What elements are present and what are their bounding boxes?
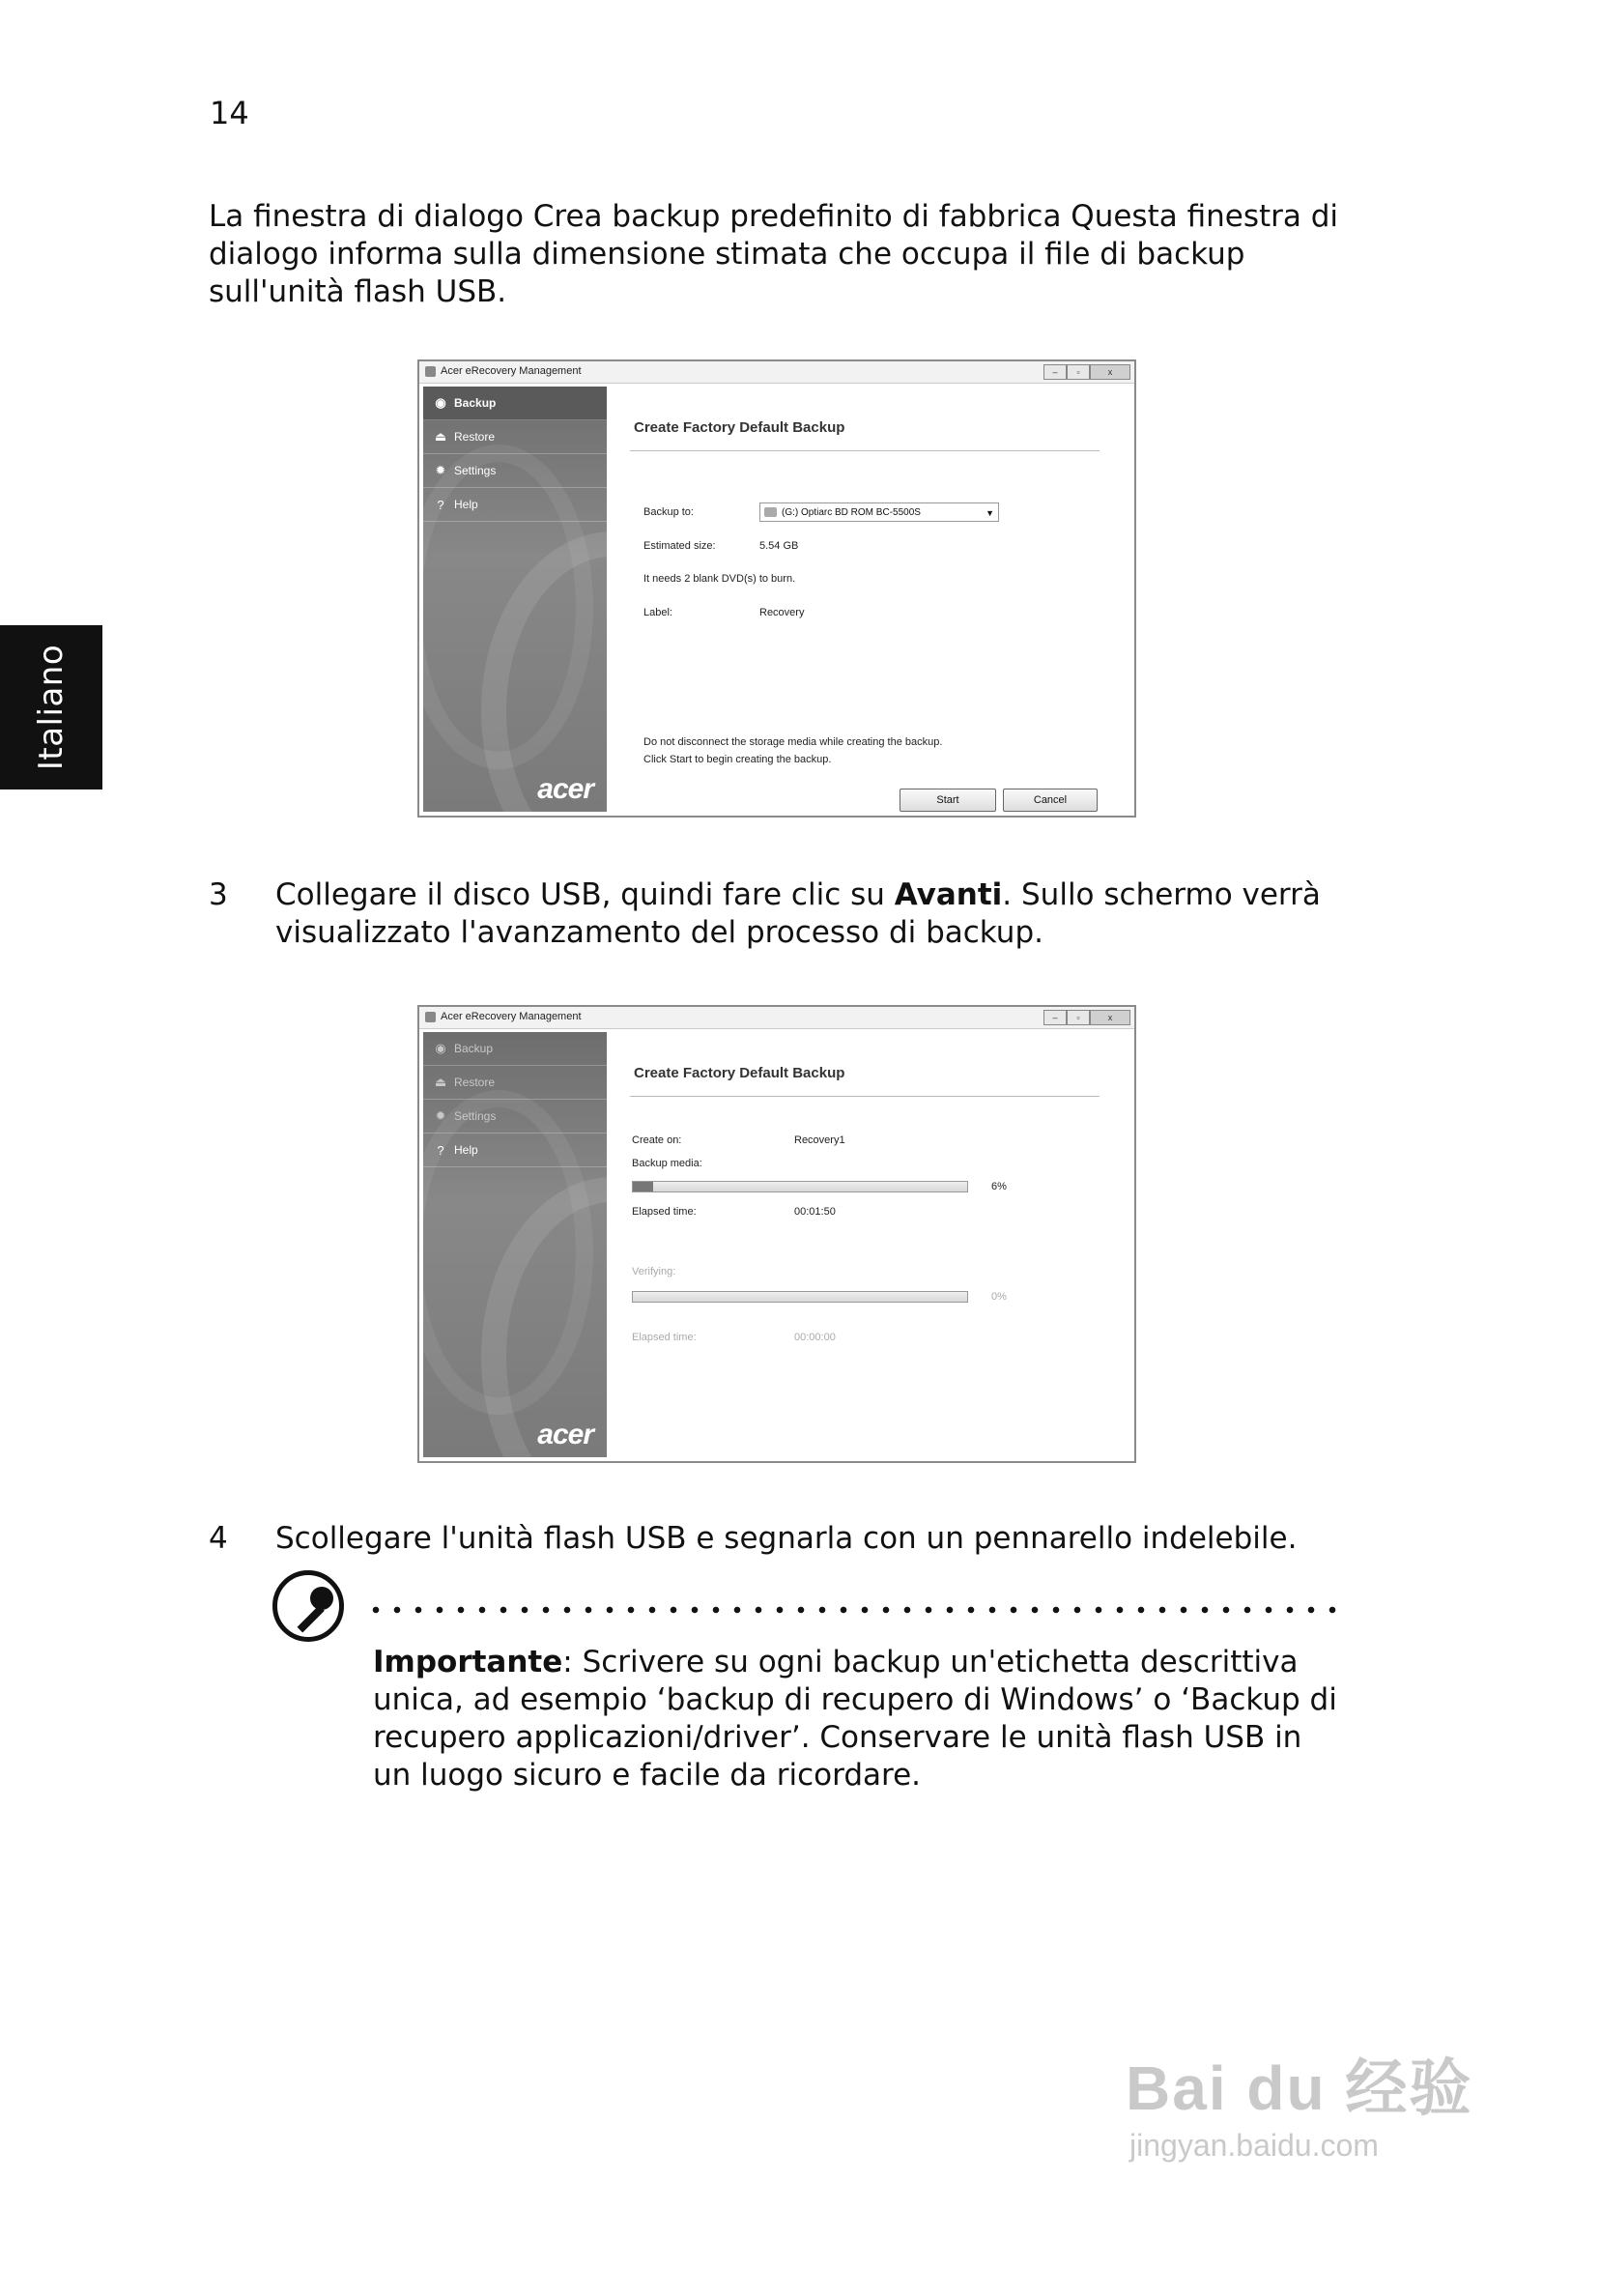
dvd-note: It needs 2 blank DVD(s) to burn. — [643, 573, 796, 585]
note-emphasis: Importante — [373, 1645, 563, 1679]
create-on-label: Create on: — [632, 1134, 682, 1146]
create-on-value: Recovery1 — [794, 1134, 845, 1146]
minimize-button[interactable]: – — [1043, 364, 1067, 380]
title-bar — [419, 1007, 1134, 1029]
restore-icon: ⏏ — [434, 1075, 447, 1089]
backup-progress-bar — [632, 1181, 968, 1192]
page-number: 14 — [210, 95, 249, 131]
window-controls — [1043, 364, 1130, 380]
sidebar-item-label: Help — [454, 498, 478, 511]
window-title: Acer eRecovery Management — [441, 1011, 582, 1022]
window-title: Acer eRecovery Management — [441, 365, 582, 377]
dotted-separator — [365, 1606, 1341, 1614]
backup-media-label: Backup media: — [632, 1158, 702, 1169]
watermark-main: Bai du 经验 — [1126, 2053, 1473, 2123]
elapsed-time-label: Elapsed time: — [632, 1206, 697, 1218]
maximize-button[interactable]: ▫ — [1067, 364, 1090, 380]
gear-icon: ✹ — [435, 463, 446, 477]
content-heading: Create Factory Default Backup — [634, 419, 845, 436]
elapsed-time-value: 00:00:00 — [794, 1332, 836, 1343]
key-icon — [272, 1570, 344, 1642]
sidebar-item-label: Help — [454, 1143, 478, 1157]
sidebar-item-backup[interactable] — [423, 387, 607, 420]
minimize-button[interactable]: – — [1043, 1010, 1067, 1025]
warning-line-2: Click Start to begin creating the backup. — [643, 754, 832, 765]
sidebar-item-help[interactable] — [423, 488, 607, 522]
backup-progress-text: 6% — [991, 1181, 1007, 1192]
verify-progress-text: 0% — [991, 1291, 1007, 1303]
divider — [630, 1096, 1100, 1097]
restore-icon: ⏏ — [434, 429, 447, 444]
label-value: Recovery — [759, 607, 805, 618]
step-3-text-part: Collegare il disco USB, quindi fare clic su — [275, 877, 895, 912]
sidebar — [423, 1032, 607, 1457]
language-tab-label: Italiano — [32, 644, 71, 771]
backup-to-label: Backup to: — [643, 506, 694, 518]
verify-progress-bar — [632, 1291, 968, 1303]
backup-to-value: (G:) Optiarc BD ROM BC-5500S — [782, 507, 921, 518]
acer-logo: acer — [537, 1419, 593, 1450]
note-text: : Scrivere su ogni backup un'etichetta descrittiva unica, ad esempio ‘backup di recupero di Windows’ o ‘Backup di recupero applicazioni/driver’. Conservare le unità flash USB in un luogo sicuro e facile da ricordare. — [373, 1645, 1337, 1793]
backup-progress-fill — [633, 1182, 653, 1191]
sidebar-item-restore[interactable] — [423, 420, 607, 454]
cancel-button[interactable]: Cancel — [1003, 789, 1098, 812]
estimated-size-label: Estimated size: — [643, 540, 716, 552]
sidebar-item-restore[interactable] — [423, 1066, 607, 1100]
content-panel — [607, 1028, 1134, 1461]
language-tab — [0, 625, 102, 789]
chevron-down-icon: ▼ — [986, 508, 994, 518]
window-controls — [1043, 1010, 1130, 1025]
label-label: Label: — [643, 607, 672, 618]
watermark-sub: jingyan.baidu.com — [1129, 2128, 1379, 2163]
backup-progress-screenshot — [417, 1005, 1136, 1463]
sidebar-item-label: Backup — [454, 1042, 494, 1055]
help-icon: ? — [437, 1142, 444, 1158]
watermark — [1126, 2039, 1472, 2164]
app-icon — [425, 366, 436, 377]
sidebar-item-label: Settings — [454, 1109, 497, 1123]
step-3-text-part: . Sullo schermo verrà visualizzato l'avanzamento del processo di backup. — [275, 877, 1321, 950]
close-button[interactable]: x — [1090, 1010, 1130, 1025]
step-number: 4 — [209, 1521, 228, 1556]
key-icon-bow — [310, 1587, 333, 1610]
drive-icon — [764, 507, 777, 517]
divider — [630, 450, 1100, 451]
content-heading: Create Factory Default Backup — [634, 1065, 845, 1081]
start-button[interactable]: Start — [900, 789, 996, 812]
gear-icon: ✹ — [435, 1108, 446, 1123]
important-note — [373, 1644, 1339, 1794]
maximize-button[interactable]: ▫ — [1067, 1010, 1090, 1025]
verifying-label: Verifying: — [632, 1266, 676, 1277]
elapsed-time-value: 00:01:50 — [794, 1206, 836, 1218]
intro-paragraph: La finestra di dialogo Crea backup predefinito di fabbrica Questa finestra di dialogo informa sulla dimensione stimata che occupa il file di backup sull'unità flash USB. — [209, 199, 1339, 309]
close-button[interactable]: x — [1090, 364, 1130, 380]
content-panel — [607, 383, 1134, 816]
estimated-size-value: 5.54 GB — [759, 540, 799, 552]
sidebar-item-label: Backup — [454, 396, 497, 410]
elapsed-time-label: Elapsed time: — [632, 1332, 697, 1343]
key-icon-shaft — [298, 1605, 325, 1632]
sidebar-item-settings[interactable] — [423, 1100, 607, 1134]
sidebar-item-help[interactable] — [423, 1134, 607, 1167]
sidebar-item-settings[interactable] — [423, 454, 607, 488]
backup-dialog-screenshot — [417, 359, 1136, 818]
app-icon — [425, 1012, 436, 1022]
backup-to-select[interactable] — [759, 502, 999, 522]
step-number: 3 — [209, 877, 228, 912]
sidebar-item-label: Restore — [454, 1076, 496, 1089]
step-3-emphasis: Avanti — [894, 877, 1003, 912]
backup-icon: ◉ — [435, 395, 446, 410]
help-icon: ? — [437, 497, 444, 512]
sidebar-item-label: Restore — [454, 430, 496, 444]
sidebar-item-backup[interactable] — [423, 1032, 607, 1066]
sidebar — [423, 387, 607, 812]
step-3-text — [275, 876, 1338, 952]
backup-icon: ◉ — [435, 1041, 446, 1055]
step-4-text: Scollegare l'unità flash USB e segnarla con un pennarello indelebile. — [275, 1521, 1298, 1556]
acer-logo: acer — [537, 773, 593, 805]
sidebar-item-label: Settings — [454, 464, 497, 477]
warning-line-1: Do not disconnect the storage media while creating the backup. — [643, 736, 943, 748]
title-bar — [419, 361, 1134, 384]
